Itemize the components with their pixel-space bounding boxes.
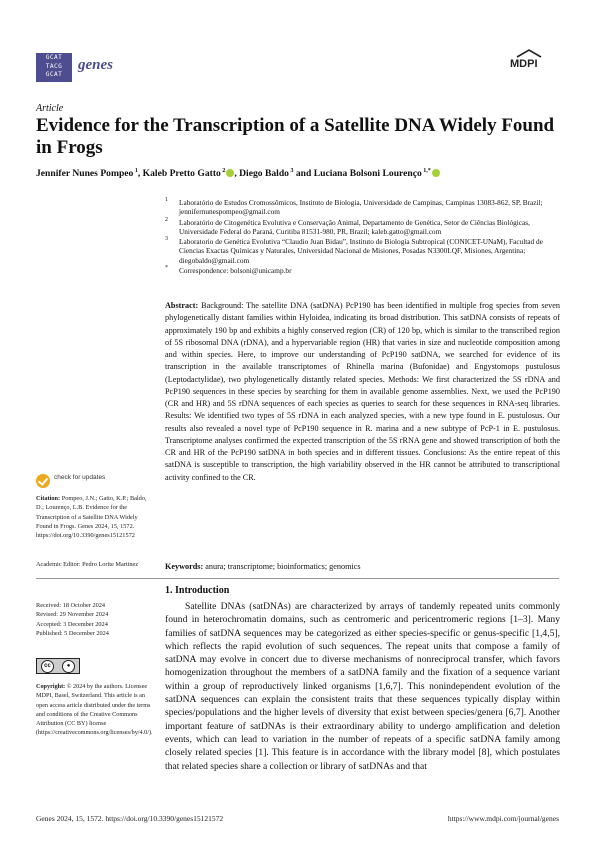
- publisher-name: MDPI: [510, 58, 538, 70]
- section-divider: [36, 578, 559, 579]
- orcid-icon[interactable]: [226, 169, 234, 177]
- published-date: Published: 5 December 2024: [36, 629, 109, 637]
- body-paragraph: Satellite DNAs (satDNAs) are characterized by arrays of tandemly repeated units commonly found in heterochromatin domains, such as centromeric and pericentromeric regions [1–3]. Many families of satDNA sequences may be categorized as either species-specific or genus-specific [1,4,5], which reflects the rapid evolution of such sequences. The repeat units that compose a family of satDNA may evolve in concert due to diverse mechanisms of nonreciprocal transfer, which favors homogenization throughout the members of a satDNA family and the fixation of a sequence variant within a group of reproductively linked organisms [1,6,7]. This nonindependent evolution of the satDNA sequences can explain the consistent traits that these sequences typically display within species/populations and the higher levels of diversity that exist between species/genera [6,7]. Another important feature of satDNAs is their extraordinary ability to undergo amplification and deletion events, which can lead to variation in the number of repeats of a specific satDNA family among closely related species [1]. This feature is in accordance with the library model [8], which postulates that related species share a collection or library of satDNAs and that: [165, 601, 560, 772]
- journal-name: genes: [78, 57, 113, 73]
- affiliation-text: Laboratório de Citogenética Evolutiva e Conservação Animal, Departamento de Genética, Setor de Ciências Biológicas, Universidade Federal do Paraná, Curitiba 81531-980, PR, Brazil; kaleb.gatto@gmail.com: [179, 217, 530, 236]
- footer-journal-link[interactable]: https://www.mdpi.com/journal/genes: [447, 814, 559, 823]
- cc-license-badge[interactable]: [36, 658, 80, 674]
- mdpi-logo-icon: [515, 49, 543, 58]
- citation: [36, 494, 154, 540]
- author-affiliation-mark: 3: [288, 168, 294, 174]
- affiliation-number: 3: [165, 236, 168, 243]
- author-name[interactable]: Luciana Bolsoni Lourenço: [313, 168, 422, 180]
- footer-citation: Genes 2024, 15, 1572. https://doi.org/10.3390/genes15121572: [36, 814, 224, 823]
- author-affiliation-mark: 2: [220, 168, 226, 174]
- citation-label: Citation:: [36, 495, 61, 502]
- check-updates-icon: [36, 474, 50, 488]
- author-affiliation-mark: 1: [133, 168, 138, 174]
- cc-icon: cc: [41, 660, 54, 673]
- affiliation-item: [165, 237, 555, 265]
- author-name[interactable]: Diego Baldo: [239, 168, 289, 180]
- accepted-date: Accepted: 3 December 2024: [36, 620, 108, 628]
- article-type: Article: [36, 103, 64, 114]
- abstract-label: Abstract:: [165, 301, 199, 310]
- check-for-updates-button[interactable]: [36, 474, 126, 492]
- affiliation-text: Laboratorio de Genética Evolutiva “Claudio Juan Bidau”, Instituto de Biología Subtropical (CONICET-UNaM), Facultad de Ciencias Exactas Químicas y Naturales, Universidad Nacional de Misiones, Posadas N3300LQF, Misiones, Argentina; diegobaldo@gmail.com: [179, 237, 543, 265]
- section-title: 1. Introduction: [165, 585, 230, 596]
- revised-date: Revised: 29 November 2024: [36, 611, 109, 619]
- received-date: Received: 18 October 2024: [36, 602, 106, 609]
- copyright-label: Copyright:: [36, 683, 66, 690]
- affiliation-item: [165, 198, 555, 217]
- keywords-label: Keywords:: [165, 562, 204, 571]
- affiliation-item: [165, 218, 555, 237]
- affiliation-list: [165, 198, 555, 276]
- check-updates-label: check for updates: [54, 474, 106, 481]
- affiliation-text: Laboratório de Estudos Cromossômicos, Instituto de Biologia, Universidade de Campinas, Campinas 13083-862, SP, Brazil; jennifernunespompeo@gmail.com: [179, 198, 543, 217]
- by-icon: ●: [62, 660, 75, 673]
- keywords-text: anura; transcriptome; bioinformatics; genomics: [205, 562, 361, 571]
- citation-text: Pompeo, J.N.; Gatto, K.P.; Baldo, D.; Lourenço, L.B. Evidence for the Transcription of a Satellite DNA Widely Found in Frogs. Genes 2024, 15, 1572. https://doi.org/10.3390/genes15121572: [36, 495, 147, 540]
- abstract: [165, 300, 560, 484]
- author-list: Jennifer Nunes Pompeo $^1$, Kaleb Pretto Gatto $^2$ , Diego Baldo $^3$ and Luciana Bolsoni Lourenço $^{1,*}$: [36, 168, 566, 179]
- affiliation-text: Correspondence: bolsoni@unicamp.br: [179, 266, 292, 276]
- page-title: Evidence for the Transcription of a Satellite DNA Widely Found in Frogs: [36, 115, 555, 158]
- author-name[interactable]: Kaleb Pretto Gatto: [142, 168, 221, 180]
- author-name[interactable]: Jennifer Nunes Pompeo: [36, 168, 134, 180]
- orcid-icon[interactable]: [432, 169, 440, 177]
- affiliation-number: 1: [165, 197, 168, 203]
- copyright-text: © 2024 by the authors. Licensee MDPI, Basel, Switzerland. This article is an open access article distributed under the terms and conditions of the Creative Commons Attribution (CC BY) license (https://creativecommons.org/licenses/by/4.0/).: [36, 683, 153, 737]
- affiliation-number: *: [165, 265, 168, 272]
- journal-logo: GCAT TACG GCAT: [36, 53, 72, 82]
- keywords: [165, 562, 560, 571]
- abstract-text: Background: The satellite DNA (satDNA) PcP190 has been identified in multiple frog species from seven phylogenetically distant families within Hyloidea, indicating its broad distribution. This satDNA consists of repeats of approximately 190 bp and exhibits a highly conserved region (CR) of 120 bp, which is similar to the transcribed region of 5S ribosomal DNA (rDNA), and a hypervariable region (HR) that varies in size and nucleotide composition among and within species. Here, to improve our understanding of PcP190 satDNA, we searched for evidence of its transcription in the available transcriptomes of Rhinella marina (Bufonidae) and Engystomops pustulosus (Leptodactylidae), two phylogenetically distantly related species. Methods: We first characterized the 5S rDNA and PcP190 sequences in these species by searching for them in available genome assemblies. Next, we used the PcP190 (CR and HR) and 5S rDNA sequences of each species as queries to search for these sequences in RNA-seq libraries. Results: We identified two types of 5S rDNA in each analyzed species, with a new type found in E. pustulosus. Our results also revealed a novel type of PcP190 sequence in R. marina and a new subtype of PcP-1 in E. pustulosus. Transcriptome analyses confirmed the expected transcription of the 5S rRNA gene and showed transcription of both the CR and HR of the PcP190 satDNA in both species and in different tissues. Conclusions: As the entire repeat of this satDNA is susceptible to transcription, the high variability observed in the HR cannot be attributed to transcriptional activity confined to the CR.: [165, 301, 560, 482]
- dates-block: [36, 601, 154, 638]
- affiliation-number: 2: [165, 216, 168, 223]
- affiliation-item: [165, 266, 555, 275]
- copyright: [36, 682, 154, 738]
- author-affiliation-mark: 1,*: [421, 168, 431, 174]
- academic-editor: Academic Editor: Pedro Lorite Martinez: [36, 561, 139, 568]
